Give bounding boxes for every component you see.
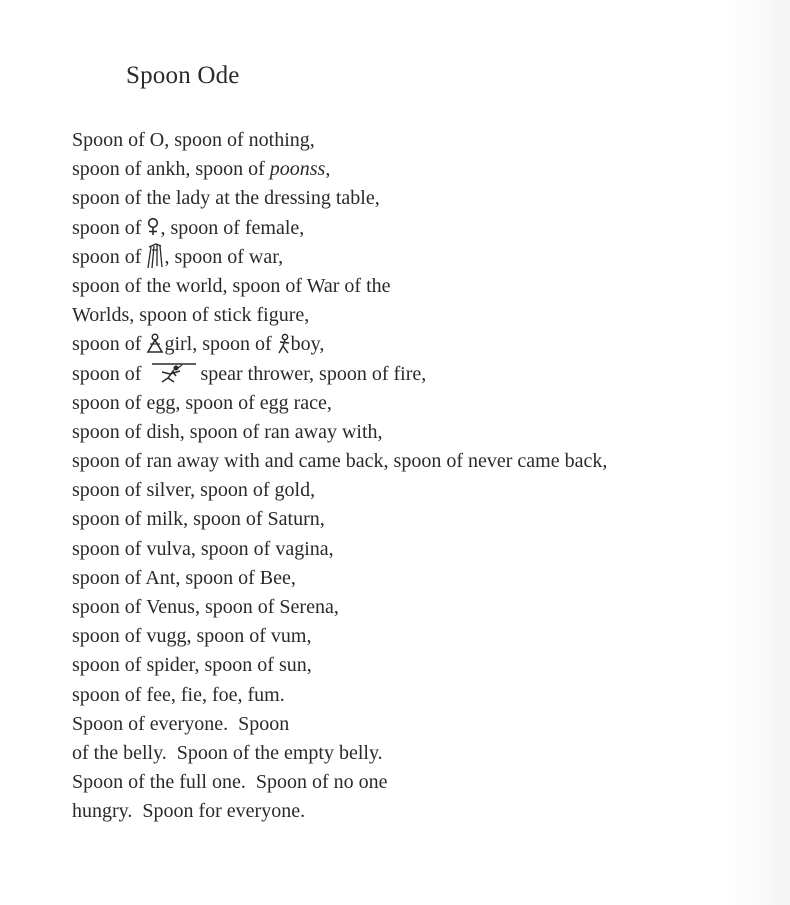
poem-line: Spoon of everyone. Spoon [72,712,290,735]
poem-line: Spoon of the full one. Spoon of no one [72,771,388,794]
poem-line: spoon of vulva, spoon of vagina, [72,537,334,560]
poem-line: spoon of girl, spoon of boy, [72,333,325,356]
poem-line: spoon of , spoon of female, [72,216,305,239]
girl-stick-figure-icon [146,333,164,355]
poem-line: spoon of the lady at the dressing table, [72,187,380,210]
poem-line: spoon of spear thrower, spoon of fire, [72,362,427,385]
poem-line: Spoon of O, spoon of nothing, [72,129,315,151]
poem-line: spoon of egg, spoon of egg race, [72,391,332,414]
poem-line: of the belly. Spoon of the empty belly. [72,741,383,764]
poem-line: spoon of spider, spoon of sun, [72,654,312,677]
poem-line: spoon of silver, spoon of gold, [72,479,316,502]
poem-line: spoon of milk, spoon of Saturn, [72,508,325,531]
poem-line: hungry. Spoon for everyone. [72,800,306,823]
poem-line: spoon of ankh, spoon of poonss, [72,158,331,181]
spear-thrower-icon [150,362,198,384]
poem-line: spoon of Venus, spoon of Serena, [72,596,339,618]
venus-female-icon [146,217,160,237]
italic-word: poonss [269,158,326,181]
poem-title: Spoon Ode [126,62,240,89]
boy-stick-figure-icon [277,333,291,355]
poem-line: spoon of fee, fie, foe, fum. [72,683,285,706]
poem-line: spoon of dish, spoon of ran away with, [72,420,383,443]
poem-line: spoon of , spoon of war, [72,243,772,272]
poem-line: spoon of Ant, spoon of Bee, [72,566,296,589]
poem-line: spoon of the world, spoon of War of the [72,274,391,297]
poem-line: spoon of vugg, spoon of vum, [72,625,312,648]
poem-line: spoon of ran away with and came back, spoon of never came back, [72,450,608,473]
war-figure-icon [146,242,164,270]
poem-line: Worlds, spoon of stick figure, [72,304,310,327]
poem-body [72,126,772,827]
